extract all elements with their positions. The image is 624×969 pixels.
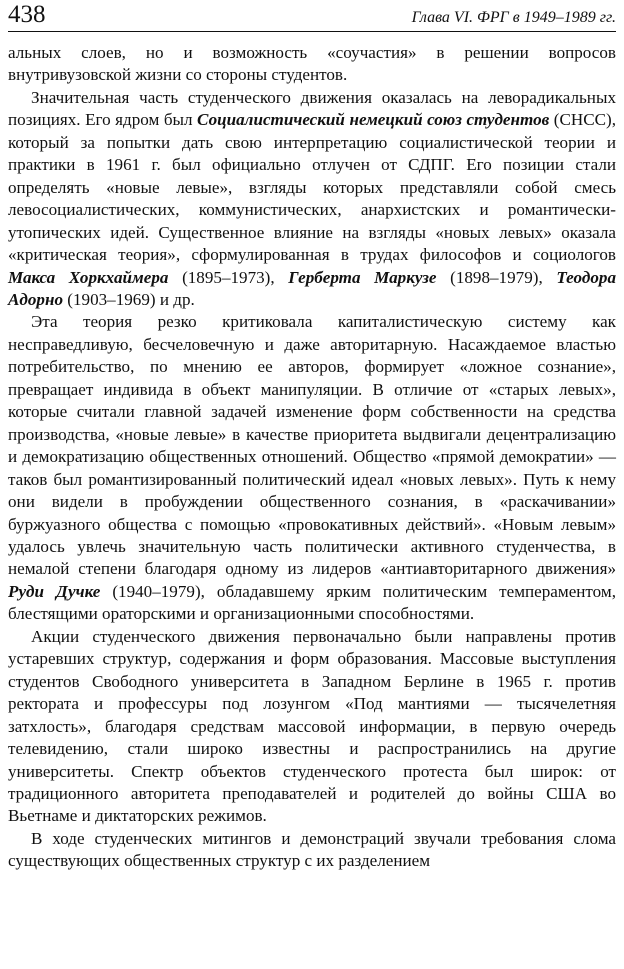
emphasized-name: Теодора Адорно <box>8 267 616 309</box>
emphasized-name: Макса Хоркхаймера <box>8 267 169 287</box>
paragraph <box>8 828 616 873</box>
header-rule <box>8 31 616 32</box>
text-segment: (1903–1969) и др. <box>63 289 195 309</box>
text-segment: (1895–1973), <box>168 267 289 287</box>
text-segment: (1940–1979), обладавшему ярким политическим темпераментом, блестящими ораторскими и организационными способностями. <box>8 581 616 624</box>
paragraph <box>8 626 616 828</box>
text-segment: Эта теория резко критиковала капиталистическую систему как несправедливую, бесчеловечную и даже авторитарную. Насаждаемое властью потребительство, по мнению ее авторов, формирует «ложное сознание», превращает индивида в объект манипуляции. В отличие от «старых левых», которые считали главной задачей изменение форм собственности на средства производства, «новые левые» в качестве приоритета выдвигали децентрализацию и демократизацию общественных отношений. Общество «прямой демократии» — таков был романтизированный политический идеал «новых левых». Путь к нему они видели в пробуждении общественного сознания, в «раскачивании» буржуазного общества с помощью «провокативных действий». «Новым левым» удалось увлечь значительную часть политически активного студенчества, в немалой степени благодаря одному из лидеров «антиавторитарного движения» <box>8 312 616 579</box>
text-segment: Значительная часть студенческого движения оказалась на леворадикальных позициях. Его ядром был <box>8 87 616 130</box>
running-title: Глава VI. ФРГ в 1949–1989 гг. <box>411 9 616 26</box>
paragraph <box>8 311 616 625</box>
emphasized-name: Социалистический немецкий союз студентов <box>197 110 550 130</box>
page-number: 438 <box>8 1 46 28</box>
text-segment: В ходе студенческих митингов и демонстраций звучали требования слома существующих общественных структур с их разделением <box>8 828 616 871</box>
text-segment: (1898–1979), <box>436 267 557 287</box>
paragraph <box>8 87 616 312</box>
body-text <box>8 42 616 873</box>
text-segment: альных слоев, но и возможность «соучастия» в решении вопросов внутривузовской жизни со стороны студентов. <box>8 43 616 85</box>
text-segment: (СНСС), который за попытки дать свою интерпретацию социалистической теории и практики в 1961 г. был официально отлучен от СДПГ. Его позиции стали определять «новые левые», взгляды которых представляли собой смесь левосоциалистических, коммунистических, анархистских и романтически-утопических идей. Существенное влияние на взгляды «новых левых» оказала «критическая теория», сформулированная в трудах философов и социологов <box>8 110 616 265</box>
paragraph <box>8 42 616 87</box>
emphasized-name: Руди Дучке <box>8 581 101 601</box>
emphasized-name: Герберта Маркузе <box>288 267 437 287</box>
text-segment: Акции студенческого движения первоначально были направлены против устаревших структур, содержания и форм образования. Массовые выступления студентов Свободного университета в Западном Берлине в 1965 г. против ректората и профессуры под лозунгом «Под мантиями — тысячелетняя затхлость», благодаря средствам массовой информации, в первую очередь телевидению, стали широко известны и распространились на другие университеты. Спектр объектов студенческого протеста был широк: от традиционного авторитета преподавателей и родителей до войны США во Вьетнаме и диктаторских режимов. <box>8 626 616 826</box>
page-header <box>8 0 616 34</box>
